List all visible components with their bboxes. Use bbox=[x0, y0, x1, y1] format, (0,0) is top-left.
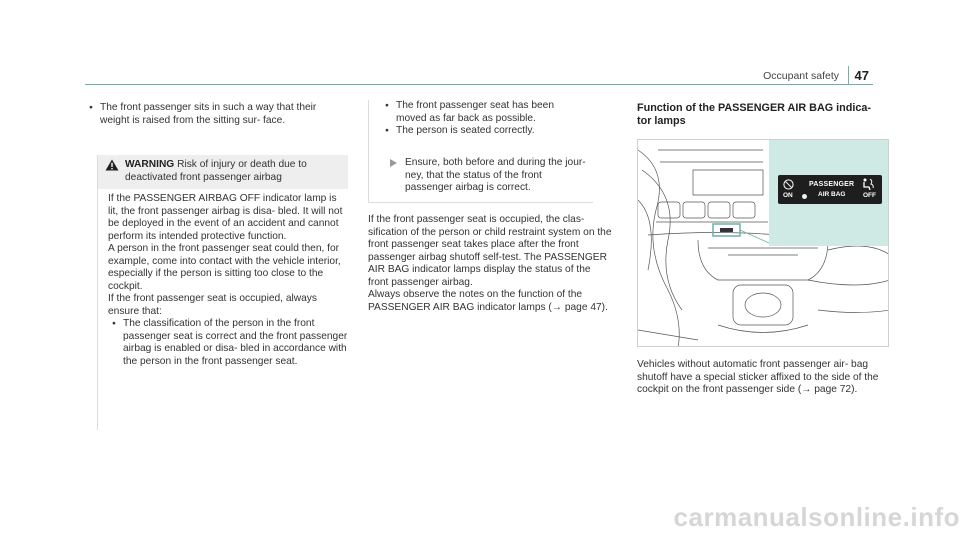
column-1 bbox=[85, 102, 345, 127]
instruction bbox=[390, 157, 590, 195]
lamp-off-label: OFF bbox=[863, 192, 876, 199]
warning-paragraph-1: If the PASSENGER AIRBAG OFF indicator lamp is lit, the front passenger airbag is disa- bled. It will not be deployed in the event of an accident and cannot perform its intended protective function. bbox=[108, 193, 343, 242]
warning-text bbox=[125, 159, 343, 184]
warning-triangle-icon bbox=[105, 159, 119, 171]
passenger-airbag-lamp-panel bbox=[778, 175, 882, 204]
lamp-airbag-label: AIR BAG bbox=[818, 191, 846, 198]
section-title: Occupant safety bbox=[763, 70, 839, 82]
figure-caption: Vehicles without automatic front passenger air- bag shutoff have a special sticker affixed to the side of the cockpit on the front passenger side (→ page 72). bbox=[637, 359, 879, 395]
instruction-text: Ensure, both before and during the jour- ney, that the status of the front passenger airbag is correct. bbox=[405, 157, 586, 193]
lamp-on-label: ON bbox=[783, 192, 793, 199]
bullet-seat-raised: ● The front passenger sits in such a way that their weight is raised from the sitting sur- face. bbox=[85, 102, 345, 127]
header-divider bbox=[848, 66, 849, 85]
cockpit-figure bbox=[637, 139, 889, 347]
warning-box bbox=[97, 155, 349, 430]
column-2-box bbox=[368, 100, 593, 203]
lamp-indicator-dot bbox=[802, 194, 807, 199]
bullet-seated-correctly: ● The person is seated correctly. bbox=[381, 125, 587, 138]
warning-paragraph-3: If the front passenger seat is occupied, always ensure that: bbox=[108, 293, 317, 317]
header-rule bbox=[85, 84, 873, 85]
seat-airbag-icon bbox=[862, 178, 876, 190]
watermark: carmanualsonline.info bbox=[673, 502, 960, 532]
col2-paragraph-2: Always observe the notes on the function of the PASSENGER AIR BAG indicator lamps (→ page 47). bbox=[368, 289, 608, 313]
indicator-inset bbox=[769, 140, 889, 246]
warning-label: WARNING bbox=[125, 159, 175, 170]
play-arrow-icon bbox=[390, 159, 397, 167]
warning-paragraph-2: A person in the front passenger seat could then, for example, come into contact with the vehicle interior, especially if the person is sitting too close to the cockpit. bbox=[108, 243, 341, 292]
lamp-passenger-label: PASSENGER bbox=[809, 181, 855, 188]
warning-header bbox=[98, 155, 348, 189]
airbag-off-icon bbox=[783, 179, 794, 190]
page-number: 47 bbox=[854, 68, 869, 83]
section-heading: Function of the PASSENGER AIR BAG indica- tor lamps bbox=[637, 102, 871, 127]
page-header bbox=[85, 66, 873, 84]
col2-paragraph-1: If the front passenger seat is occupied, the clas- sification of the person or child restraint system on the front passenger seat takes place after the front passenger airbag shutoff self-test. The PASSENGER AIR BAG indicator lamps display the status of the front passenger airbag. bbox=[368, 214, 612, 288]
column-2-text bbox=[368, 214, 612, 314]
warning-sub-bullet: ● The classification of the person in the front passenger seat is correct and the front passenger airbag is enabled or disa- bled in accordance with the person in the front passenger seat. bbox=[108, 318, 348, 368]
bullet-seat-moved: ● The front passenger seat has been moved as far back as possible. bbox=[381, 100, 587, 125]
warning-body bbox=[108, 193, 348, 368]
warning-headline: Risk of injury or death due to deactivated front passenger airbag bbox=[125, 159, 307, 183]
